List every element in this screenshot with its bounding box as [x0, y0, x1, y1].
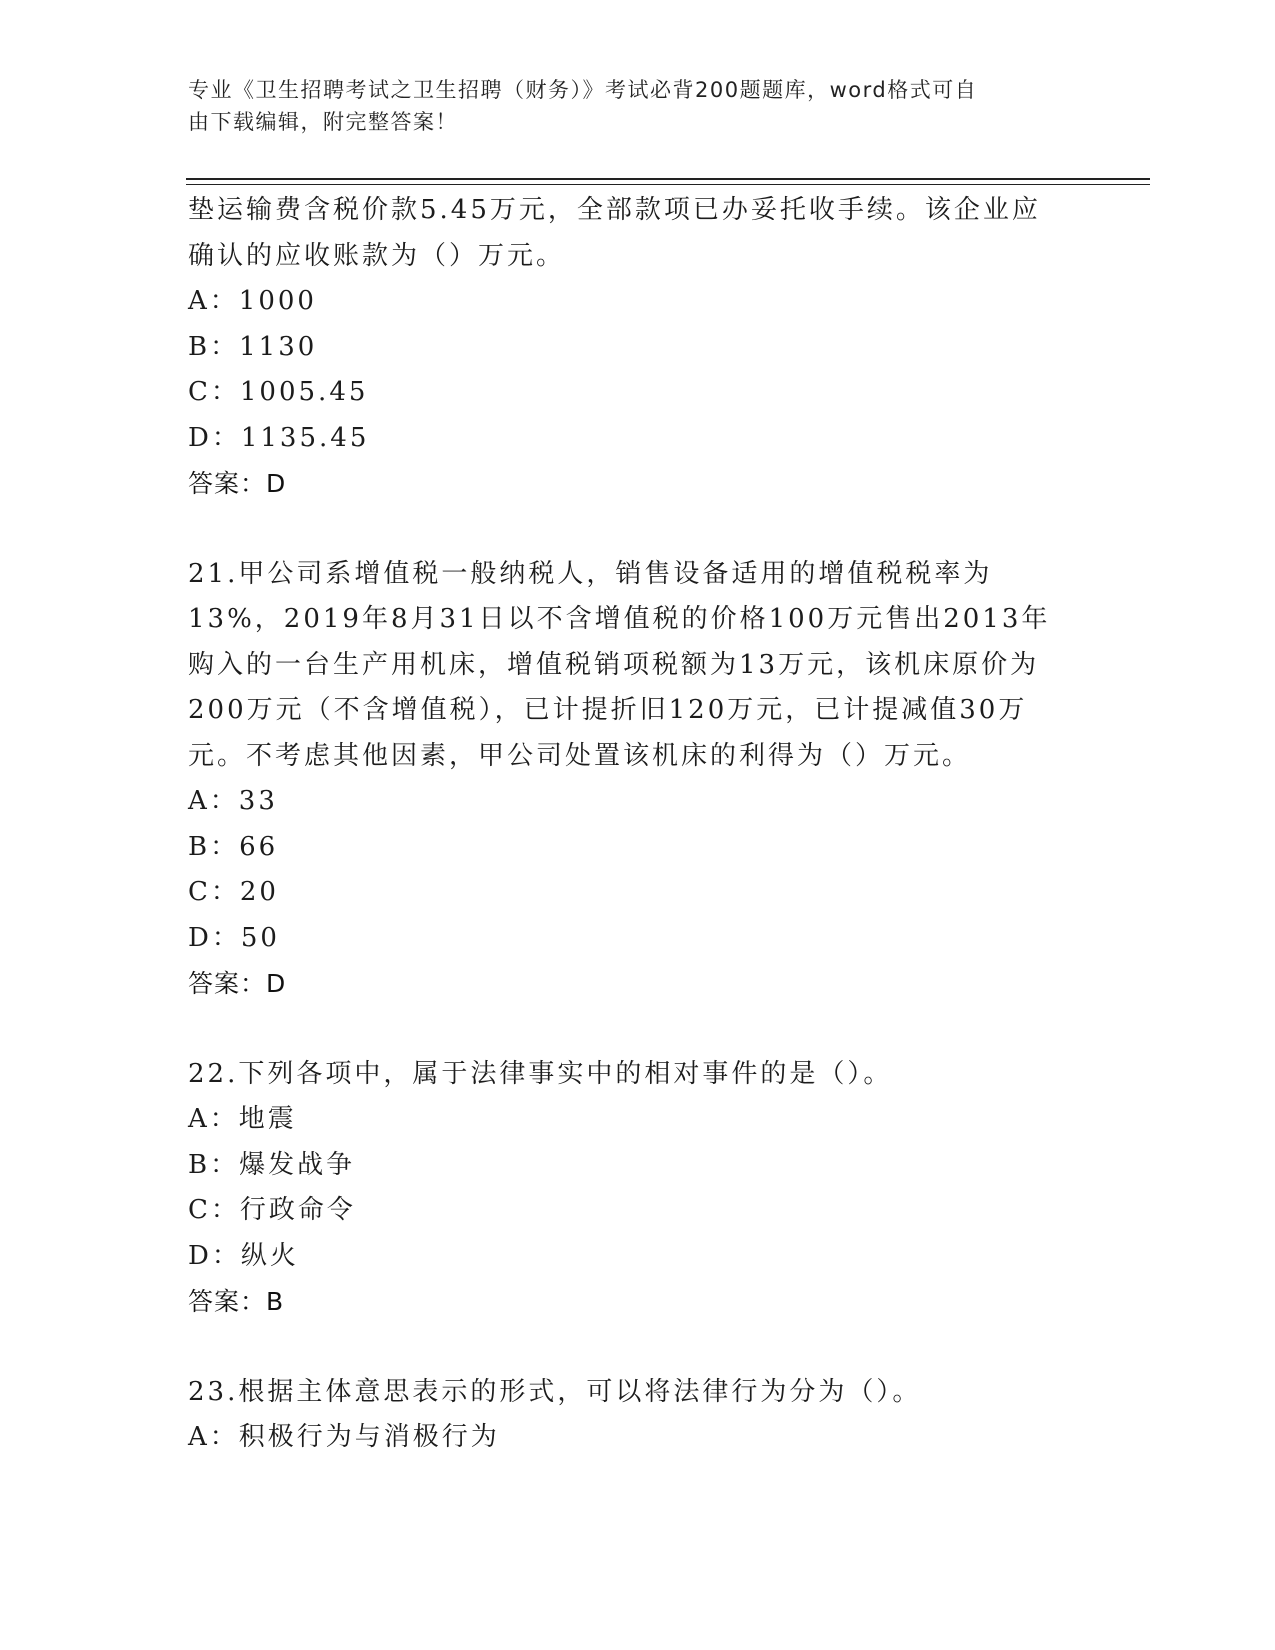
question-21 — [188, 552, 1068, 1007]
spacer — [188, 1325, 1068, 1370]
option-a: A：33 — [188, 786, 278, 816]
document-header — [188, 74, 1068, 138]
option-b: B：66 — [188, 831, 279, 862]
answer-line: 答案：D — [188, 469, 287, 498]
option-a: A：地震 — [188, 1104, 297, 1134]
option-b: B：1130 — [188, 331, 318, 362]
question-22 — [188, 1052, 1068, 1325]
question-stem: 垫运输费含税价款5.45万元，全部款项已办妥托收手续。该企业应确认的应收账款为（）万元。 — [188, 195, 1041, 271]
answer-line: 答案：B — [188, 1287, 285, 1316]
header-divider-bottom — [186, 184, 1150, 185]
question-23 — [188, 1370, 1068, 1461]
option-d: D：1135.45 — [188, 422, 370, 453]
question-20 — [188, 188, 1068, 507]
question-list — [188, 188, 1068, 1461]
question-stem: 21.甲公司系增值税一般纳税人，销售设备适用的增值税税率为13%，2019年8月31日以不含增值税的价格100万元售出2013年购入的一台生产用机床，增值税销项税额为13万元，该机床原价为200万元（不含增值税），已计提折旧120万元，已计提减值30万元。不考虑其他因素，甲公司处置该机床的利得为（）万元。 — [188, 558, 1051, 771]
question-stem: 22.下列各项中，属于法律事实中的相对事件的是（）。 — [188, 1058, 893, 1089]
spacer — [188, 1007, 1068, 1052]
option-b: B：爆发战争 — [188, 1149, 356, 1180]
option-d: D：纵火 — [188, 1240, 299, 1271]
spacer — [188, 507, 1068, 552]
option-d: D：50 — [188, 922, 280, 953]
option-a: A：1000 — [188, 286, 317, 316]
header-line-2: 由下载编辑，附完整答案！ — [188, 110, 458, 134]
option-c: C：20 — [188, 877, 279, 907]
header-divider-top — [186, 178, 1150, 180]
question-stem: 23.根据主体意思表示的形式，可以将法律行为分为（）。 — [188, 1376, 922, 1407]
option-c: C：1005.45 — [188, 377, 369, 407]
answer-line: 答案：D — [188, 969, 287, 998]
header-line-1: 专业《卫生招聘考试之卫生招聘（财务）》考试必背200题题库，word格式可自 — [188, 78, 978, 102]
option-c: C：行政命令 — [188, 1195, 356, 1225]
option-a: A：积极行为与消极行为 — [188, 1422, 500, 1452]
